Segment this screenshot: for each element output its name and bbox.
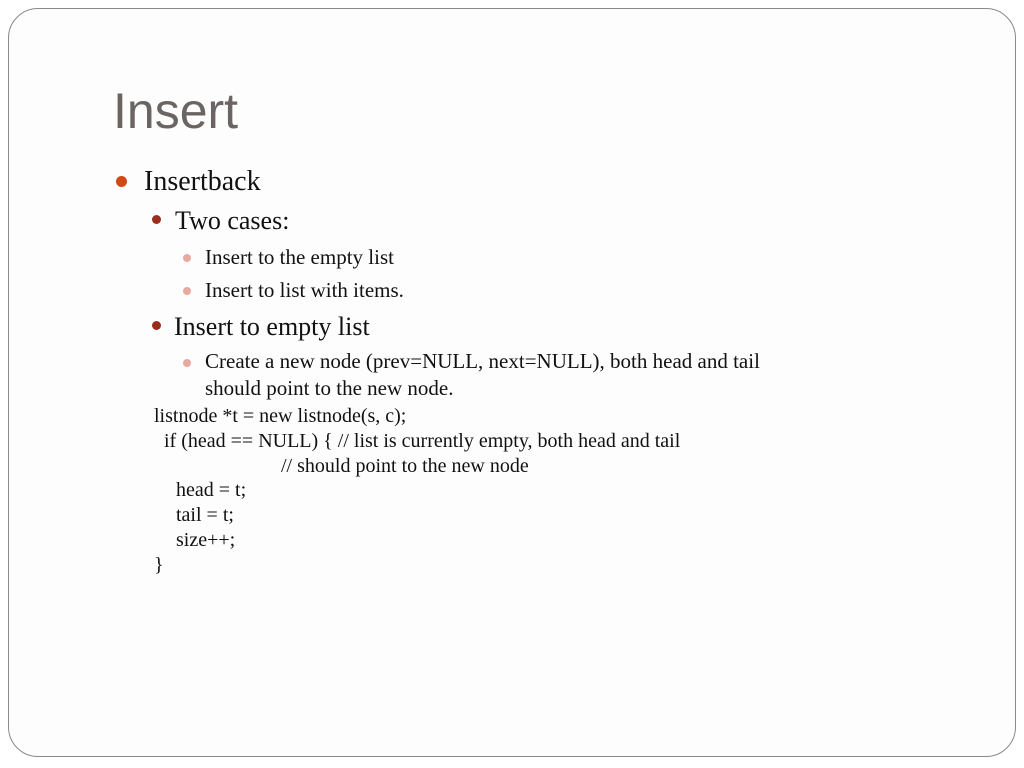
slide-title: Insert xyxy=(113,83,239,139)
code-line-7: } xyxy=(154,554,164,576)
code-line-2: if (head == NULL) { // list is currently empty, both head and tail xyxy=(154,430,681,452)
code-line-1: listnode *t = new listnode(s, c); xyxy=(154,405,407,427)
bullet-dot-icon xyxy=(152,321,161,330)
bullet-dot-icon xyxy=(183,359,191,367)
code-line-3: // should point to the new node xyxy=(281,455,529,477)
bullet-dot-icon xyxy=(116,176,127,187)
bullet-case-items: Insert to list with items. xyxy=(205,278,404,302)
bullet-create-node-line2: should point to the new node. xyxy=(205,376,454,400)
code-line-6: size++; xyxy=(176,529,236,551)
bullet-dot-icon xyxy=(183,254,191,262)
bullet-create-node-line1: Create a new node (prev=NULL, next=NULL), both head and tail xyxy=(205,349,760,373)
bullet-two-cases: Two cases: xyxy=(175,206,290,235)
code-line-4: head = t; xyxy=(176,479,247,501)
bullet-insert-empty-heading: Insert to empty list xyxy=(174,312,370,341)
code-line-5: tail = t; xyxy=(176,504,234,526)
bullet-dot-icon xyxy=(183,287,191,295)
bullet-dot-icon xyxy=(152,215,161,224)
bullet-case-empty: Insert to the empty list xyxy=(205,245,394,269)
bullet-insertback: Insertback xyxy=(144,166,261,197)
